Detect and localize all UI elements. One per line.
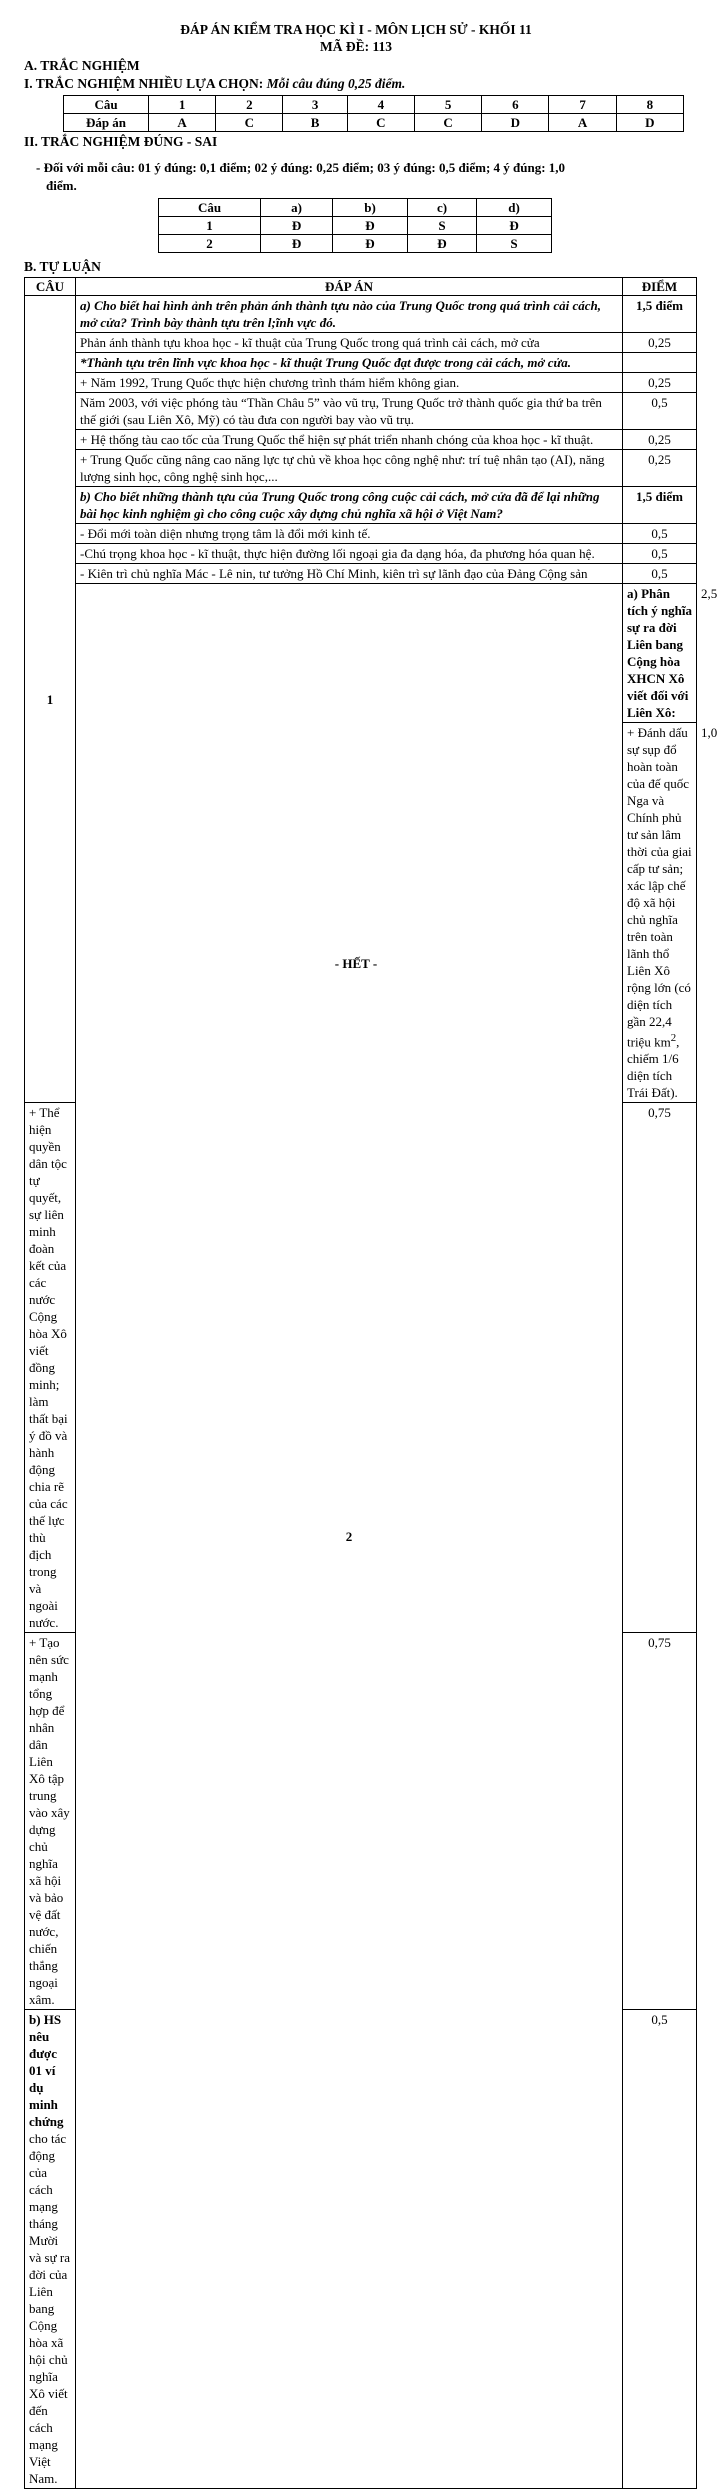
part2-rule-line1: - Đối với mỗi câu: 01 ý đúng: 0,1 điểm; 02 ý đúng: 0,25 điểm; 03 ý đúng: 0,5 điểm; 4 ý đúng: 1,0	[36, 160, 566, 175]
document-title: ĐÁP ÁN KIỂM TRA HỌC KÌ I - MÔN LỊCH SỬ - KHỐI 11	[180, 22, 532, 37]
part2-title: II. TRẮC NGHIỆM ĐÚNG - SAI	[24, 134, 218, 149]
exam-code: MÃ ĐỀ: 113	[320, 39, 392, 54]
answer-text: Phản ánh thành tựu khoa học - kĩ thuật của Trung Quốc trong quá trình cải cách, mở cửa	[76, 333, 623, 353]
mc-question-cell: 5	[414, 96, 481, 114]
essay-row: + Đánh dấu sự sụp đổ hoàn toàn của đế quốc Nga và Chính phủ tư sản lâm thời của giai cấp tư sản; xác lập chế độ xã hội chủ nghĩa trên toàn lãnh thổ Liên Xô rộng lớn (có diện tích gần 22,4 triệu $km^2$, chiếm 1/6 diện tích Trái Đất). 1,0	[25, 723, 697, 1103]
q2a-heading: a) Phân tích ý nghĩa sự ra đời Liên bang Cộng hòa XHCN Xô viết đối với Liên Xô:	[623, 584, 697, 723]
essay-row	[25, 564, 697, 584]
end-marker: - HẾT -	[334, 956, 378, 971]
tf-header-cell: c)	[407, 199, 476, 217]
essay-row	[25, 373, 697, 393]
tf-cell: S	[477, 235, 552, 253]
tf-cell: 2	[159, 235, 261, 253]
part1-title: I. TRẮC NGHIỆM NHIỀU LỰA CHỌN:	[24, 76, 264, 91]
mc-answer-cell: D	[616, 114, 683, 132]
essay-row	[25, 393, 697, 430]
essay-row	[25, 296, 697, 333]
essay-row	[25, 450, 697, 487]
mc-answer-cell: D	[482, 114, 549, 132]
answer-text: + Trung Quốc cũng nâng cao năng lực tự chủ về khoa học công nghệ như: trí tuệ nhân tạo (AI), năng lượng sinh học, công nghệ sinh học,...	[76, 450, 623, 487]
mc-question-cell: 7	[549, 96, 616, 114]
mc-question-cell: 6	[482, 96, 549, 114]
essay-row: 2 a) Phân tích ý nghĩa sự ra đời Liên bang Cộng hòa XHCN Xô viết đối với Liên Xô: 2,5	[25, 584, 697, 723]
mc-answer-table	[63, 95, 684, 132]
tf-row	[159, 235, 552, 253]
answer-subheading: *Thành tựu trên lĩnh vực khoa học - kĩ thuật Trung Quốc đạt được trong cải cách, mở cửa.	[76, 353, 623, 373]
tf-cell: Đ	[407, 235, 476, 253]
part2-rule-line2: điểm.	[46, 178, 77, 193]
q1b-heading-score: 1,5 điểm	[623, 487, 697, 524]
tf-cell: Đ	[333, 235, 408, 253]
tf-header-cell: b)	[333, 199, 408, 217]
score-cell: 0,5	[623, 393, 697, 430]
q2b-heading: b) HS nêu được 01 ví dụ minh chứng	[29, 2012, 64, 2130]
tf-header-cell: a)	[261, 199, 333, 217]
tf-cell: Đ	[261, 235, 333, 253]
essay-header-row	[25, 278, 697, 296]
answer-text: + Hệ thống tàu cao tốc của Trung Quốc thể hiện sự phát triển nhanh chóng của khoa học - kĩ thuật.	[76, 430, 623, 450]
tf-row	[159, 217, 552, 235]
answer-text: + Năm 1992, Trung Quốc thực hiện chương trình thám hiểm không gian.	[76, 373, 623, 393]
tf-cell: S	[407, 217, 476, 235]
question-number: 2	[76, 584, 623, 2489]
essay-row	[25, 487, 697, 524]
mc-question-cell: 8	[616, 96, 683, 114]
q1b-heading: b) Cho biết những thành tựu của Trung Quốc trong công cuộc cải cách, mở cửa đã để lại những bài học kinh nghiệm gì cho công cuộc xây dựng chủ nghĩa xã hội ở Việt Nam?	[76, 487, 623, 524]
score-cell: 0,75	[623, 1633, 697, 2010]
tf-cell: Đ	[477, 217, 552, 235]
section-b-title: B. TỰ LUẬN	[24, 259, 101, 274]
essay-answer-table	[24, 277, 717, 2489]
true-false-table	[158, 198, 552, 253]
col-header-question: CÂU	[25, 278, 76, 296]
essay-row	[25, 353, 697, 373]
section-a-title: A. TRẮC NGHIỆM	[24, 58, 140, 73]
answer-text: - Kiên trì chủ nghĩa Mác - Lê nin, tư tưởng Hồ Chí Minh, kiên trì sự lãnh đạo của Đảng Cộng sản	[76, 564, 623, 584]
mc-question-cell: 4	[347, 96, 414, 114]
score-cell: 0,5	[623, 2010, 697, 2489]
tf-header-cell: Câu	[159, 199, 261, 217]
mc-answer-cell: C	[414, 114, 481, 132]
score-cell-empty	[623, 353, 697, 373]
mc-question-cell: 3	[283, 96, 347, 114]
answer-text: - Đổi mới toàn diện nhưng trọng tâm là đổi mới kinh tế.	[76, 524, 623, 544]
answer-text	[25, 2010, 76, 2489]
mc-answer-cell: C	[216, 114, 283, 132]
mc-answer-cell: B	[283, 114, 347, 132]
answer-text-part: , chiếm 1/6 diện tích Trái Đất).	[627, 1034, 680, 1101]
answer-text: -Chú trọng khoa học - kĩ thuật, thực hiện đường lối ngoại gia đa dạng hóa, đa phương hóa quan hệ.	[76, 544, 623, 564]
q1a-heading: a) Cho biết hai hình ảnh trên phản ánh thành tựu nào của Trung Quốc trong quá trình cải cách, mở cửa? Trình bày thành tựu trên l;ĩnh vực đó.	[76, 296, 623, 333]
part1-heading	[24, 76, 405, 92]
answer-text: Năm 2003, với việc phóng tàu “Thần Châu 5” vào vũ trụ, Trung Quốc trở thành quốc gia thứ ba trên thế giới (sau Liên Xô, Mỹ) có tàu đưa con người bay vào vũ trụ.	[76, 393, 623, 430]
tf-cell: Đ	[261, 217, 333, 235]
mc-question-label: Câu	[64, 96, 149, 114]
tf-header-row	[159, 199, 552, 217]
question-number: 1	[25, 296, 76, 1103]
mc-answer-cell: A	[149, 114, 216, 132]
tf-header-cell: d)	[477, 199, 552, 217]
col-header-score: ĐIỂM	[623, 278, 697, 296]
mc-answer-row	[64, 114, 684, 132]
answer-text-part: + Đánh dấu sự sụp đổ hoàn toàn của đế quốc Nga và Chính phủ tư sản lâm thời của giai cấp tư sản; xác lập chế độ xã hội chủ nghĩa trên toàn lãnh thổ Liên Xô rộng lớn (có diện tích gần 22,4 triệu km	[627, 725, 692, 1050]
part1-note: Mỗi câu đúng 0,25 điểm.	[266, 76, 406, 91]
col-header-answer: ĐÁP ÁN	[76, 278, 623, 296]
mc-question-cell: 1	[149, 96, 216, 114]
q1a-heading-score: 1,5 điểm	[623, 296, 697, 333]
answer-text: + Tạo nên sức mạnh tổng hợp để nhân dân Liên Xô tập trung vào xây dựng chủ nghĩa xã hội và bảo vệ đất nước, chiến thắng ngoại xâm.	[25, 1633, 76, 2010]
essay-row	[25, 430, 697, 450]
mc-question-cell: 2	[216, 96, 283, 114]
score-cell: 0,5	[623, 544, 697, 564]
mc-answer-cell: C	[347, 114, 414, 132]
superscript: 2	[670, 1032, 677, 1044]
score-cell: 0,25	[623, 333, 697, 353]
essay-row	[25, 524, 697, 544]
score-cell: 0,75	[623, 1103, 697, 1633]
score-cell: 0,25	[623, 373, 697, 393]
mc-question-row	[64, 96, 684, 114]
tf-cell: 1	[159, 217, 261, 235]
score-cell: 0,5	[623, 524, 697, 544]
mc-answer-cell: A	[549, 114, 616, 132]
essay-row	[25, 544, 697, 564]
score-cell: 0,5	[623, 564, 697, 584]
tf-cell: Đ	[333, 217, 408, 235]
score-cell: 0,25	[623, 430, 697, 450]
essay-row	[25, 333, 697, 353]
mc-answer-label: Đáp án	[64, 114, 149, 132]
score-cell: 0,25	[623, 450, 697, 487]
answer-text: + Thể hiện quyền dân tộc tự quyết, sự liên minh đoàn kết của các nước Cộng hòa Xô viết đồng minh; làm thất bại ý đồ và hành động chia rẽ của các thế lực thù địch trong và ngoài nước.	[25, 1103, 76, 1633]
answer-text-part: cho tác động của cách mạng tháng Mười và sự ra đời của Liên bang Cộng hòa xã hội chủ nghĩa Xô viết đến cách mạng Việt Nam.	[29, 2131, 70, 2487]
answer-text	[623, 723, 697, 1103]
